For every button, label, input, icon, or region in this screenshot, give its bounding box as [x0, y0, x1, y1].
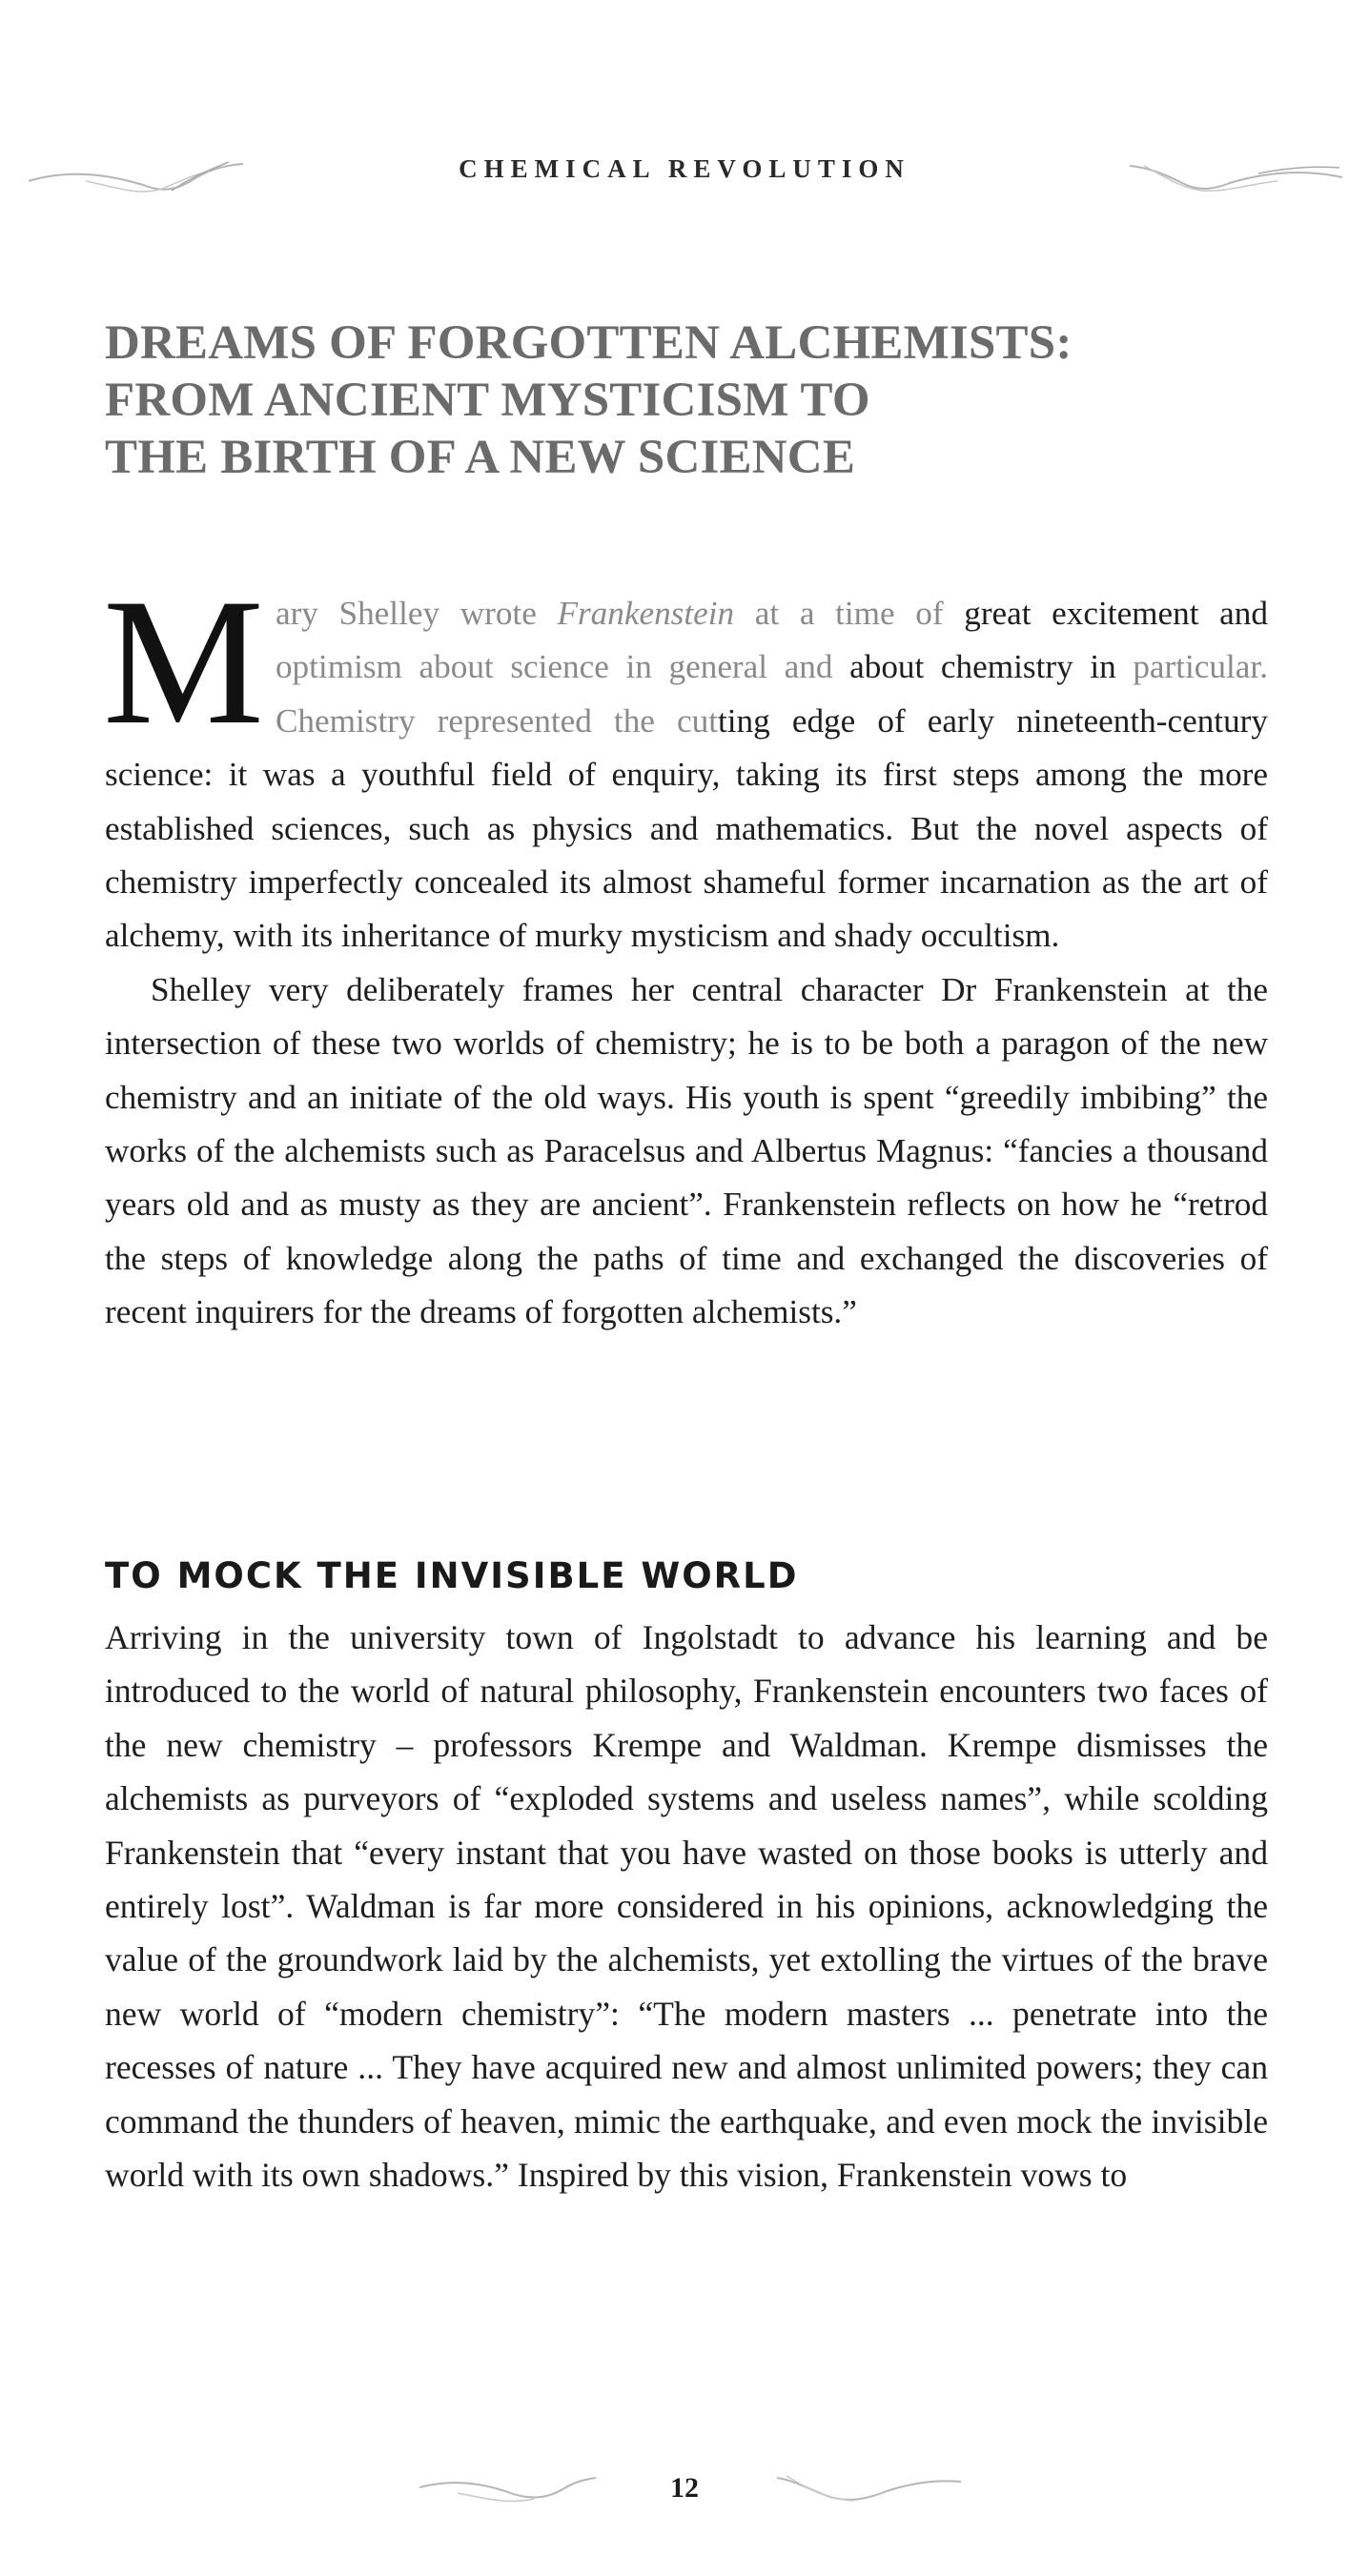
chapter-title-line: DREAMS OF FORGOTTEN ALCHEMISTS:: [105, 316, 1073, 370]
page-number: 12: [670, 2472, 699, 2504]
book-title: Frankenstein: [557, 595, 735, 632]
chapter-title-line: FROM ANCIENT MYSTICISM TO: [105, 374, 870, 427]
drop-cap: M: [103, 562, 264, 762]
running-head: [0, 143, 1369, 200]
running-head-title: CHEMICAL REVOLUTION: [459, 154, 910, 183]
decorative-flourish-icon: [1125, 152, 1344, 200]
faded-text: ary Shelley wrote: [275, 595, 558, 632]
page-footer: [0, 2459, 1369, 2516]
decorative-flourish-icon: [772, 2466, 963, 2510]
section-paragraph: Arriving in the university town of Ingolstadt to advance his learning and be introduced to the world of natural philosophy, Frankenstein encounters two faces of the new chemistry – professors Krempe and Waldman. Krempe dismisses the alchemists as purveyors of “exploded systems and useless names”, while scolding Frankenstein that “every instant that you have wasted on those books is utterly and entirely lost”. Waldman is far more considered in his opinions, acknowledging the value of the groundwork laid by the alchemists, yet extolling the virtues of the brave new world of “modern chemistry”: “The modern masters ... penetrate into the recesses of nature ... They have acquired new and almost unlimited powers; they can command the thunders of heaven, mimic the earthquake, and even mock the invisible world with its own shadows.” Inspired by this vision, Frankenstein vows to: [105, 1618, 1268, 2195]
paragraph-text: about chemistry in: [832, 648, 1134, 686]
section-heading: TO MOCK THE INVISIBLE WORLD: [105, 1555, 799, 1596]
faded-text: particular. Chemistry represented the cut: [275, 648, 1268, 740]
faded-text: optimism about science in general and: [275, 648, 833, 686]
chapter-title: [105, 314, 1287, 486]
faded-text: at a time of: [734, 595, 944, 632]
intro-paragraph-2: Shelley very deliberately frames her central character Dr Frankenstein at the intersection of these two worlds of chemistry; he is to be both a paragon of the new chemistry and an initiate of the old ways. His youth is spent “greedily imbibing” the works of the alchemists such as Paracelsus and Albertus Magnus: “fancies a thousand years old and as musty as they are ancient”. Frankenstein reflects on how he “retrod the steps of knowledge along the paths of time and exchanged the discoveries of recent inquirers for the dreams of forgotten alchemists.”: [105, 970, 1268, 1331]
chapter-title-line: THE BIRTH OF A NEW SCIENCE: [105, 431, 856, 484]
intro-paragraph-1: [103, 562, 1268, 963]
paragraph-text: ting edge of early nineteenth-century science: it was a youthful field of enquiry, taking its first steps among the more established sciences, such as physics and mathematics. But the novel aspects of chemistry imperfectly concealed its almost shameful former incarnation as the art of alchemy, with its inheritance of murky mysticism and shady occultism.: [105, 701, 1268, 955]
intro-text: [103, 562, 1268, 1340]
paragraph-text: great excitement and: [943, 595, 1268, 632]
section-body: [105, 1611, 1268, 2201]
